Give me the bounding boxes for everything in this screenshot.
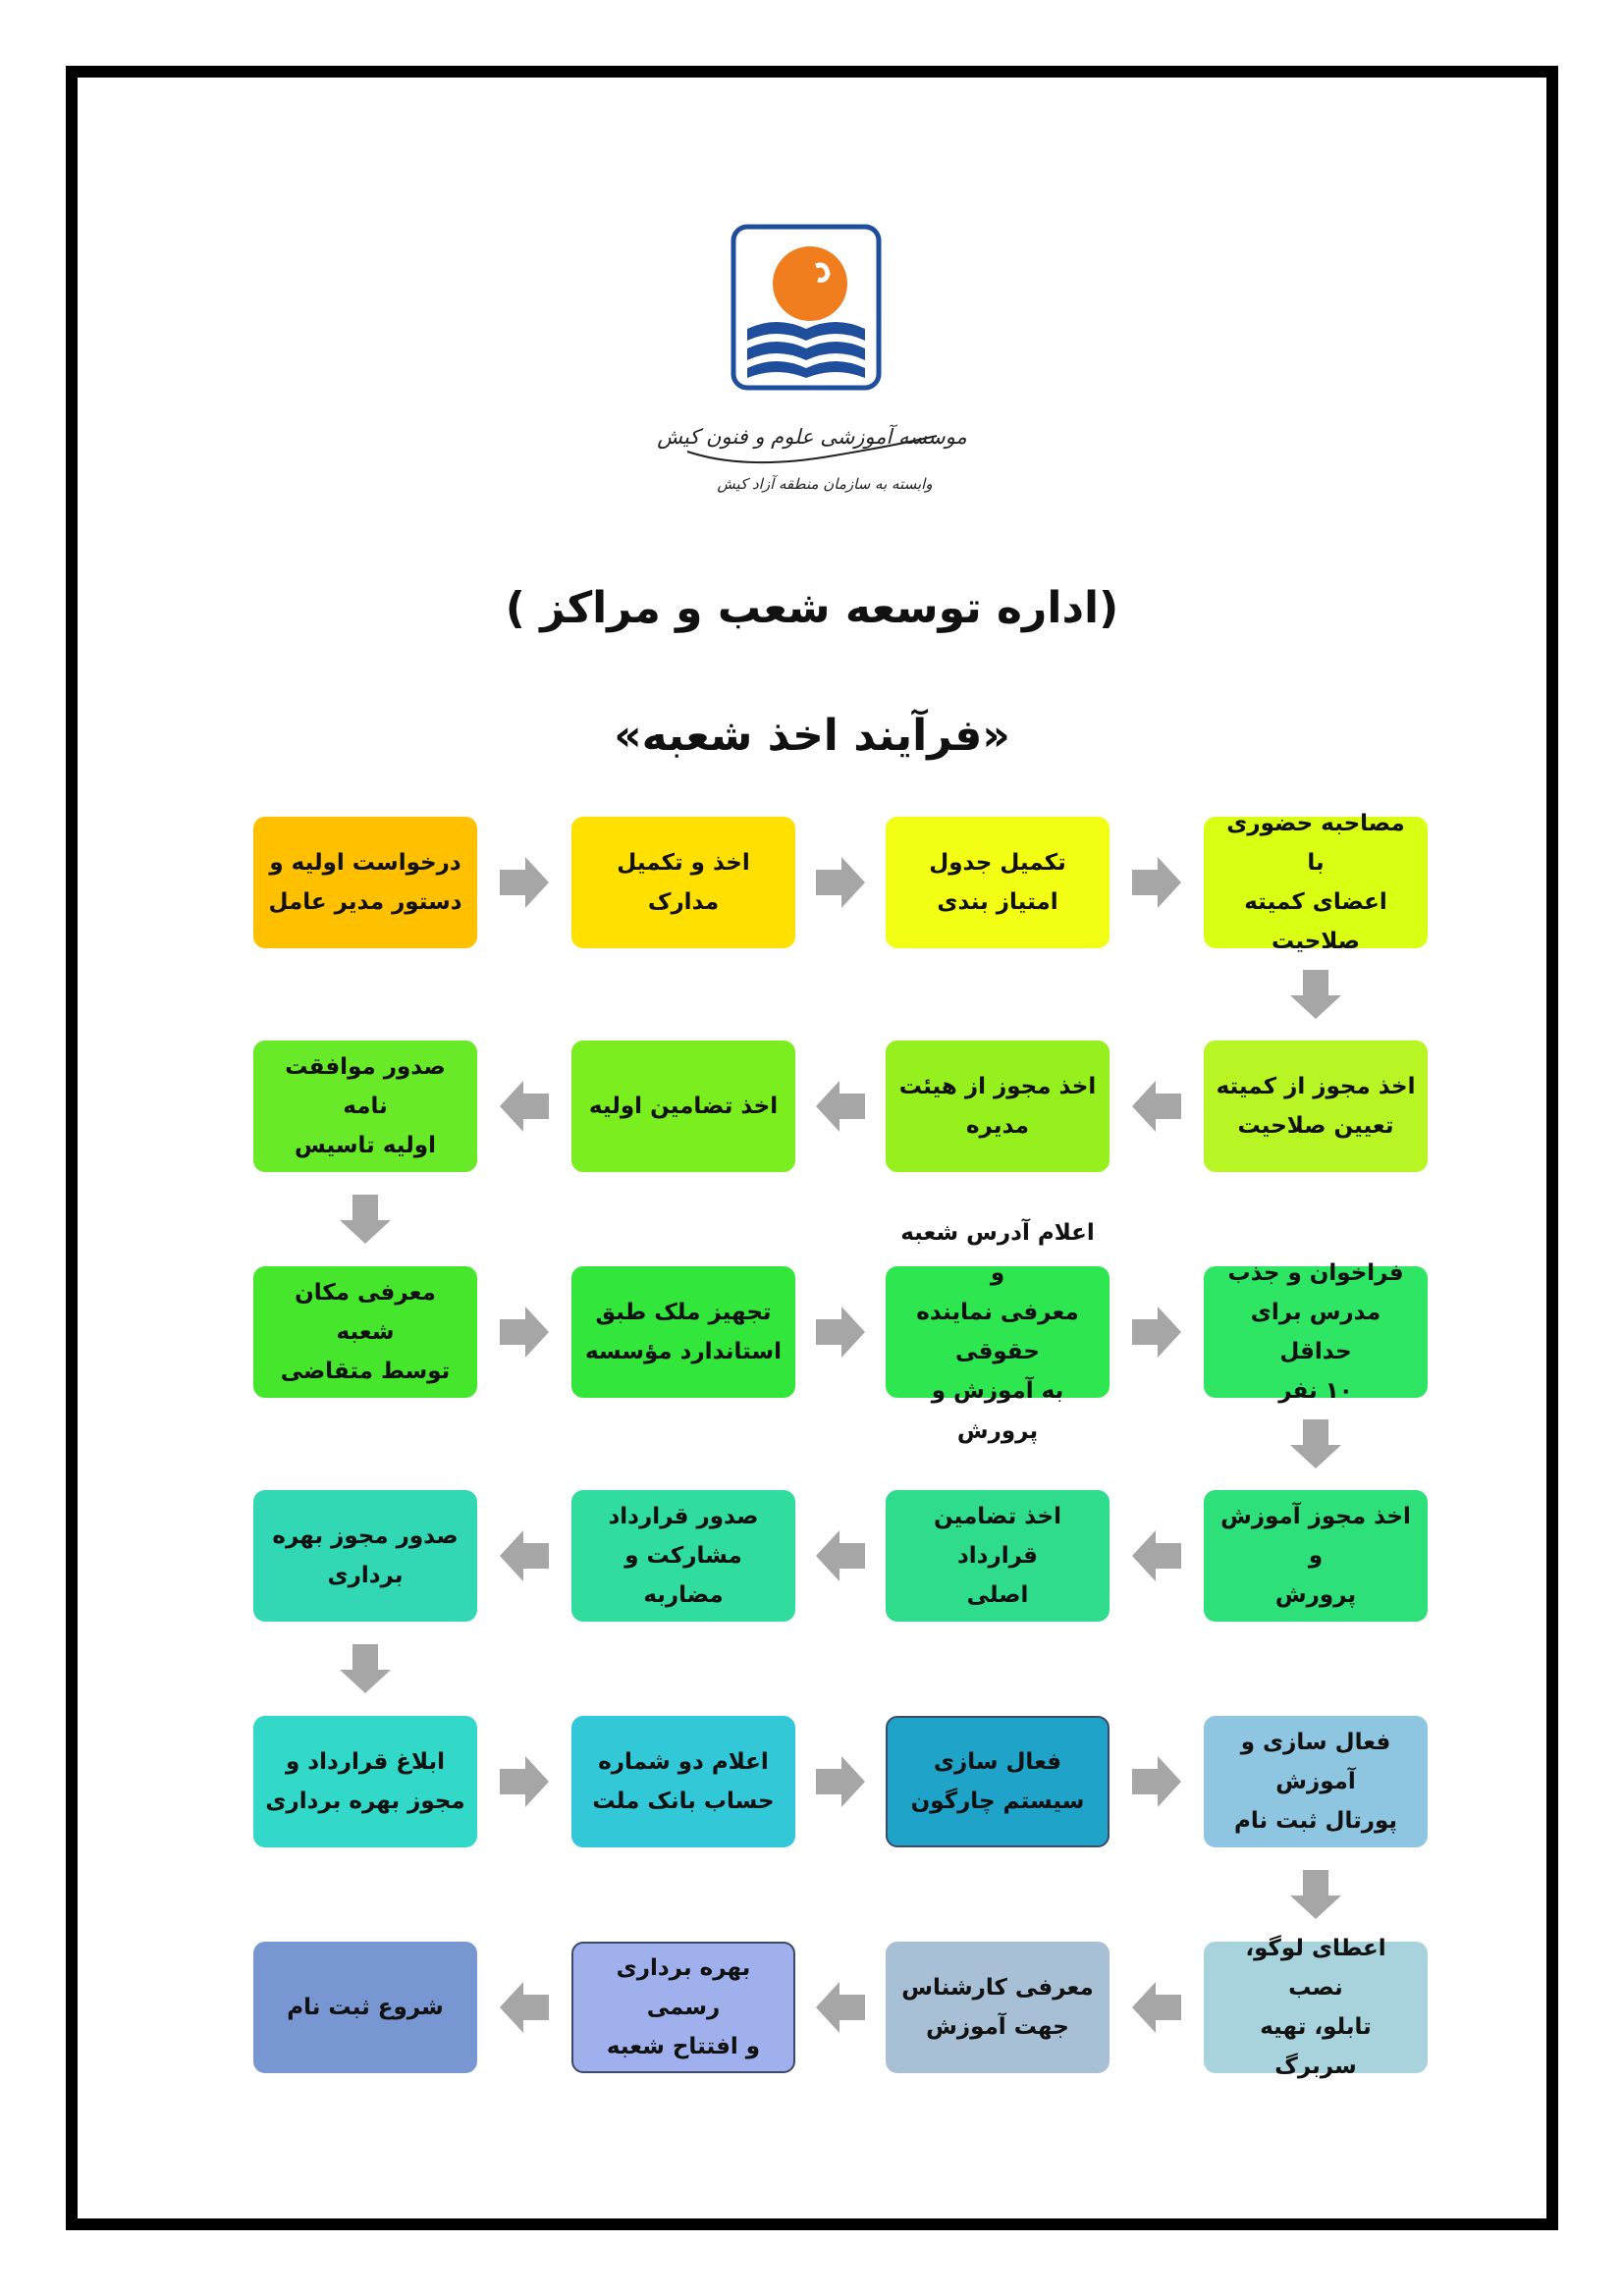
department-title: (اداره توسعه شعب و مراکز ) (505, 583, 1119, 633)
flow-step-8: صدور موافقت نامه اولیه تاسیس (253, 1041, 477, 1172)
flow-step-19: فعال سازی سیستم چارگون (886, 1716, 1110, 1847)
flow-step-9: معرفی مکان شعبه توسط متقاضی (253, 1266, 477, 1398)
flow-step-20: فعال سازی و آموزش پورتال ثبت نام (1204, 1716, 1428, 1847)
flow-step-22: معرفی کارشناس جهت آموزش (886, 1942, 1110, 2073)
flow-step-24: شروع ثبت نام (253, 1942, 477, 2073)
flow-step-23: بهره برداری رسمی و افتتاح شعبه (571, 1942, 795, 2073)
organization-logo (730, 223, 883, 392)
organization-calligraphy (657, 402, 967, 510)
flow-step-14: اخذ تضامین قرارداد اصلی (886, 1490, 1110, 1622)
flow-step-6: اخذ مجوز از هیئت مدیره (886, 1041, 1110, 1172)
flow-step-13: اخذ مجوز آموزش و پرورش (1204, 1490, 1428, 1622)
flow-step-11: اعلام آدرس شعبه و معرفی نماینده حقوقی به آموزش و پرورش (886, 1266, 1110, 1398)
process-title: «فرآیند اخذ شعبه» (614, 711, 1010, 761)
flow-step-18: اعلام دو شماره حساب بانک ملت (571, 1716, 795, 1847)
org-name: موسسه آموزشی علوم و فنون کیش (657, 425, 967, 449)
flow-step-3: تکمیل جدول امتیاز بندی (886, 817, 1110, 948)
flow-step-16: صدور مجوز بهره برداری (253, 1490, 477, 1622)
org-subtitle: وابسته به سازمان منطقه آزاد کیش (717, 475, 933, 493)
flow-step-12: فراخوان و جذب مدرس برای حداقل ۱۰ نفر (1204, 1266, 1428, 1398)
flow-step-5: اخذ مجوز از کمیته تعیین صلاحیت (1204, 1041, 1428, 1172)
flow-step-4: مصاحبه حضوری با اعضای کمیته صلاحیت (1204, 817, 1428, 948)
flow-step-10: تجهیز ملک طبق استاندارد مؤسسه (571, 1266, 795, 1398)
flow-step-17: ابلاغ قرارداد و مجوز بهره برداری (253, 1716, 477, 1847)
flow-step-1: درخواست اولیه و دستور مدیر عامل (253, 817, 477, 948)
flow-step-15: صدور قرارداد مشارکت و مضاربه (571, 1490, 795, 1622)
flow-step-21: اعطای لوگو، نصب تابلو، تهیه سربرگ (1204, 1942, 1428, 2073)
logo-sun (773, 246, 847, 321)
flow-step-7: اخذ تضامین اولیه (571, 1041, 795, 1172)
flow-step-2: اخذ و تکمیل مدارک (571, 817, 795, 948)
